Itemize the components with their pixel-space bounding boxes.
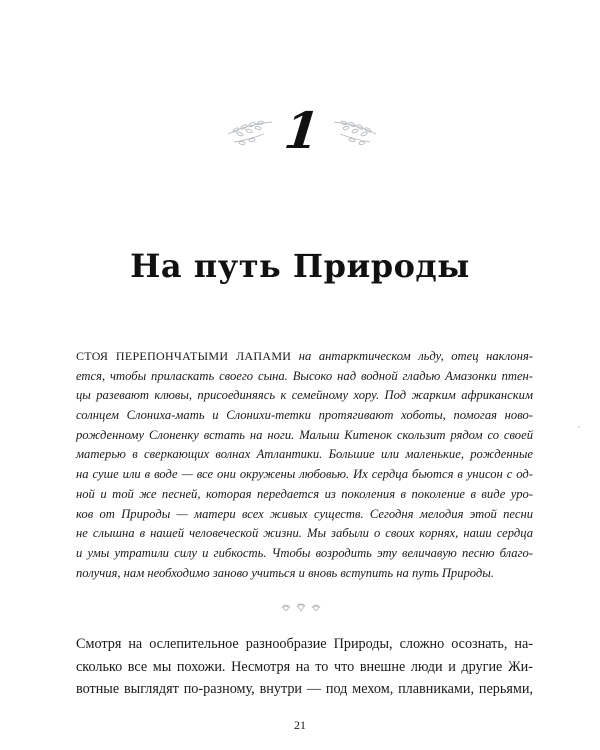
page-number: 21: [294, 718, 306, 732]
intro-line: на суше или в воде — все они окружены любовью. Их сердца бьются в унисон с од-: [76, 467, 533, 482]
body-paragraph: [76, 633, 533, 701]
intro-line: ков от Природы — матери всех живых существ. Сегодня мелодия этой песни: [76, 506, 533, 521]
intro-line: цы разевают клювы, присоединяясь к семейному хору. Под жарким африканским: [76, 388, 533, 403]
chapter-number: 1: [281, 101, 323, 160]
body-line: сколько все мы похожи. Несмотря на то что внешне люди и другие Жи-: [76, 658, 533, 675]
floral-divider-icon: [276, 600, 326, 614]
intro-line: ной и той же песней, которая передается из поколения в поколение в виде уро-: [76, 486, 533, 501]
intro-lead-caps: СТОЯ ПЕРЕПОНЧАТЫМИ ЛАПАМИ: [76, 349, 292, 363]
intro-line: и умы утратили силу и гибкость. Чтобы возродить эту величавую песню благо-: [76, 545, 533, 560]
intro-line-text: на антарктическом льду, отец наклоня-: [291, 349, 533, 363]
body-line: вотные выглядят по-разному, внутри — под мехом, плавниками, перьями,: [76, 681, 533, 697]
intro-line: ется, чтобы приласкать своего сына. Высоко над водной гладью Амазонки птен-: [76, 368, 533, 383]
intro-line: рожденному Слоненку встать на ноги. Малыш Китенок скользит рядом со своей: [76, 427, 533, 442]
intro-line: солнцем Слониха-мать и Слонихи-тетки протягивают хоботы, помогая ново-: [76, 408, 533, 423]
intro-line: матерью в сверкающих волнах Атлантики. Большие или маленькие, рожденные: [76, 447, 533, 462]
body-line: Смотря на ослепительное разнообразие Природы, сложно осознать, на-: [76, 636, 533, 652]
intro-line: [76, 347, 533, 367]
margin-dot: [576, 424, 582, 430]
intro-paragraph: [76, 347, 533, 583]
intro-line: получия, нам необходимо заново учиться и вновь вступить на путь Природы.: [76, 565, 494, 580]
intro-line: не слышна в нашей человеческой жизни. Мы забыли о своих корнях, наши сердца: [76, 526, 533, 541]
chapter-title: На путь Природы: [130, 247, 470, 285]
chapter-heading-ornament: [222, 98, 382, 164]
